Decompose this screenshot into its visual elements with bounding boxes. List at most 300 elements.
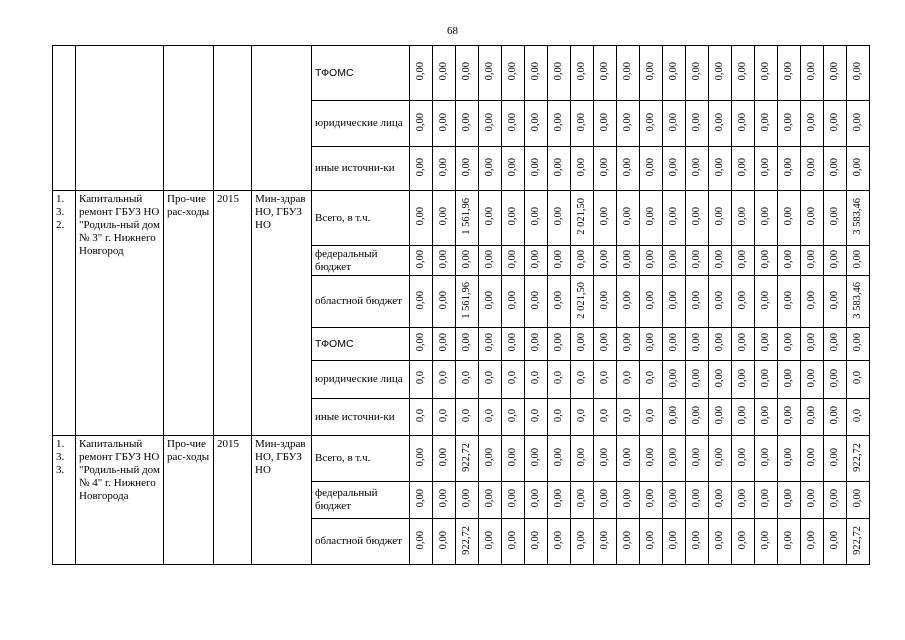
value-text: 0,00 xyxy=(507,157,518,177)
value-cell xyxy=(617,147,640,191)
value-text: 0,00 xyxy=(829,290,840,310)
value-text: 0,00 xyxy=(507,530,518,550)
value-text: 0,00 xyxy=(783,249,794,269)
value-text: 0,00 xyxy=(530,447,541,467)
value-cell xyxy=(755,399,778,436)
value-cell xyxy=(640,482,663,519)
value-cell xyxy=(801,276,824,328)
value-cell xyxy=(479,101,502,147)
value-cell xyxy=(410,276,433,328)
value-cell xyxy=(663,101,686,147)
value-cell xyxy=(502,46,525,101)
value-text: 0,00 xyxy=(645,249,656,269)
value-cell xyxy=(548,399,571,436)
value-cell xyxy=(525,46,548,101)
value-cell xyxy=(502,101,525,147)
value-text: 0,00 xyxy=(438,333,449,352)
value-cell xyxy=(847,147,870,191)
value-cell xyxy=(433,436,456,482)
value-cell xyxy=(410,147,433,191)
value-text: 0,00 xyxy=(691,157,702,177)
value-text: 0,00 xyxy=(760,207,771,226)
value-cell xyxy=(571,328,594,361)
value-text: 0,00 xyxy=(507,112,518,132)
value-cell xyxy=(502,328,525,361)
value-cell xyxy=(571,191,594,246)
value-cell xyxy=(663,399,686,436)
value-text: 0,0 xyxy=(576,371,587,385)
value-text: 0,00 xyxy=(760,368,771,388)
value-cell xyxy=(709,361,732,399)
value-text: 0,00 xyxy=(576,249,587,269)
value-text: 0,00 xyxy=(737,112,748,132)
value-cell xyxy=(525,482,548,519)
value-cell xyxy=(571,482,594,519)
funding-source-label: ТФОМС xyxy=(312,328,410,361)
value-text: 0,0 xyxy=(530,408,541,423)
value-text: 0,00 xyxy=(668,489,679,508)
value-cell xyxy=(663,46,686,101)
value-cell xyxy=(778,328,801,361)
value-text: 0,0 xyxy=(622,371,633,385)
value-text: 0,00 xyxy=(668,157,679,177)
value-text: 0,00 xyxy=(622,290,633,310)
value-cell xyxy=(778,399,801,436)
value-cell xyxy=(594,482,617,519)
value-cell xyxy=(548,147,571,191)
value-text: 0,00 xyxy=(668,333,679,352)
value-text: 0,00 xyxy=(829,406,840,425)
value-cell xyxy=(709,191,732,246)
funding-source-label: Всего, в т.ч. xyxy=(312,191,410,246)
value-cell xyxy=(548,101,571,147)
value-text: 0,00 xyxy=(530,207,541,226)
object-name-cell xyxy=(76,46,164,191)
value-text: 0,00 xyxy=(553,530,564,550)
value-cell xyxy=(778,246,801,276)
value-cell xyxy=(525,399,548,436)
value-cell xyxy=(640,246,663,276)
value-text: 0,00 xyxy=(484,207,495,226)
value-cell xyxy=(617,191,640,246)
value-cell xyxy=(479,399,502,436)
value-text: 0,0 xyxy=(645,408,656,423)
value-text: 0,00 xyxy=(783,333,794,352)
value-text: 0,00 xyxy=(668,447,679,467)
value-text: 0,00 xyxy=(760,249,771,269)
funding-source-label: Всего, в т.ч. xyxy=(312,436,410,482)
value-text: 3 583,46 xyxy=(852,198,863,235)
value-cell xyxy=(410,482,433,519)
value-cell xyxy=(479,46,502,101)
value-cell xyxy=(755,46,778,101)
value-text: 0,00 xyxy=(829,333,840,352)
value-cell xyxy=(410,101,433,147)
value-cell xyxy=(640,519,663,565)
value-text: 0,00 xyxy=(576,530,587,550)
value-text: 0,00 xyxy=(599,530,610,550)
value-cell xyxy=(571,519,594,565)
value-cell xyxy=(617,482,640,519)
value-text: 0,00 xyxy=(760,489,771,508)
value-cell xyxy=(410,328,433,361)
value-cell xyxy=(847,519,870,565)
value-text: 0,00 xyxy=(760,333,771,352)
value-cell xyxy=(433,361,456,399)
value-cell xyxy=(709,519,732,565)
value-cell xyxy=(709,147,732,191)
funding-source-label: федеральный бюджет xyxy=(312,482,410,519)
value-cell xyxy=(801,482,824,519)
value-cell xyxy=(617,246,640,276)
value-cell xyxy=(847,46,870,101)
value-text: 0,00 xyxy=(576,489,587,508)
value-text: 0,00 xyxy=(714,447,725,467)
value-cell xyxy=(824,436,847,482)
value-cell xyxy=(801,191,824,246)
value-text: 0,00 xyxy=(622,489,633,508)
value-cell xyxy=(617,46,640,101)
value-cell xyxy=(594,361,617,399)
value-text: 0,00 xyxy=(599,207,610,226)
value-text: 0,00 xyxy=(622,112,633,132)
value-text: 0,00 xyxy=(645,112,656,132)
value-cell xyxy=(456,276,479,328)
value-cell xyxy=(410,361,433,399)
year-cell: 2015 xyxy=(214,436,252,565)
value-cell xyxy=(479,328,502,361)
value-cell xyxy=(433,191,456,246)
value-cell xyxy=(824,399,847,436)
object-name-cell: Капитальный ремонт ГБУЗ НО "Родиль-ный дом № 3" г. Нижнего Новгород xyxy=(76,191,164,436)
value-cell xyxy=(778,276,801,328)
value-cell xyxy=(594,46,617,101)
value-cell xyxy=(410,191,433,246)
value-cell xyxy=(686,519,709,565)
value-cell xyxy=(410,46,433,101)
value-text: 0,00 xyxy=(622,333,633,352)
value-text: 0,00 xyxy=(553,333,564,352)
value-text: 0,00 xyxy=(599,447,610,467)
value-cell xyxy=(571,436,594,482)
value-text: 0,00 xyxy=(737,157,748,177)
value-text: 0,00 xyxy=(530,489,541,508)
value-text: 0,00 xyxy=(714,62,725,81)
value-cell xyxy=(479,482,502,519)
value-text: 0,00 xyxy=(714,333,725,352)
funding-source-label: федеральный бюджет xyxy=(312,246,410,276)
value-text: 0,00 xyxy=(829,207,840,226)
value-text: 0,00 xyxy=(760,406,771,425)
value-text: 0,00 xyxy=(576,62,587,81)
value-text: 0,00 xyxy=(783,290,794,310)
value-cell xyxy=(525,328,548,361)
value-text: 0,00 xyxy=(737,207,748,226)
value-cell xyxy=(755,191,778,246)
value-text: 0,00 xyxy=(714,406,725,425)
value-text: 0,00 xyxy=(783,62,794,81)
row-number-cell xyxy=(53,46,76,191)
value-cell xyxy=(525,276,548,328)
value-text: 0,00 xyxy=(691,447,702,467)
value-cell xyxy=(732,276,755,328)
value-cell xyxy=(456,399,479,436)
value-text: 0,00 xyxy=(691,207,702,226)
value-text: 0,00 xyxy=(668,290,679,310)
value-cell xyxy=(709,328,732,361)
value-cell xyxy=(847,361,870,399)
value-cell xyxy=(594,328,617,361)
value-text: 0,00 xyxy=(783,112,794,132)
value-text: 0,00 xyxy=(806,333,817,352)
value-text: 0,00 xyxy=(760,62,771,81)
value-cell xyxy=(663,246,686,276)
value-text: 0,00 xyxy=(852,112,863,132)
value-cell xyxy=(824,482,847,519)
value-cell xyxy=(824,147,847,191)
value-text: 0,00 xyxy=(806,112,817,132)
value-cell xyxy=(824,191,847,246)
value-cell xyxy=(824,46,847,101)
value-cell xyxy=(778,436,801,482)
value-text: 0,00 xyxy=(484,62,495,81)
value-text: 1 561,96 xyxy=(461,281,472,319)
value-text: 0,00 xyxy=(415,530,426,550)
value-text: 0,00 xyxy=(415,157,426,177)
value-cell xyxy=(686,436,709,482)
value-cell xyxy=(502,147,525,191)
value-cell xyxy=(479,519,502,565)
value-cell xyxy=(479,246,502,276)
value-text: 0,00 xyxy=(530,157,541,177)
value-cell xyxy=(433,46,456,101)
value-text: 0,00 xyxy=(829,249,840,269)
value-cell xyxy=(778,482,801,519)
value-text: 0,00 xyxy=(737,290,748,310)
value-text: 0,00 xyxy=(484,157,495,177)
value-text: 0,00 xyxy=(829,157,840,177)
row-number-cell: 1. 3. 2. xyxy=(53,191,76,436)
value-cell xyxy=(617,361,640,399)
value-text: 0,00 xyxy=(622,447,633,467)
value-cell xyxy=(663,436,686,482)
value-text: 0,00 xyxy=(668,368,679,388)
value-cell xyxy=(525,191,548,246)
value-cell xyxy=(732,101,755,147)
value-text: 0,00 xyxy=(507,290,518,310)
value-cell xyxy=(663,328,686,361)
value-text: 0,00 xyxy=(714,489,725,508)
value-cell xyxy=(594,519,617,565)
value-cell xyxy=(548,276,571,328)
value-cell xyxy=(755,436,778,482)
value-cell xyxy=(778,46,801,101)
value-text: 0,00 xyxy=(806,249,817,269)
value-text: 0,00 xyxy=(461,62,472,81)
value-cell xyxy=(594,399,617,436)
value-cell xyxy=(433,101,456,147)
value-cell xyxy=(778,147,801,191)
value-text: 0,00 xyxy=(760,290,771,310)
value-cell xyxy=(732,328,755,361)
value-text: 0,00 xyxy=(622,157,633,177)
value-cell xyxy=(778,101,801,147)
value-cell xyxy=(847,328,870,361)
value-text: 0,00 xyxy=(553,249,564,269)
value-text: 0,0 xyxy=(461,408,472,423)
value-cell xyxy=(571,399,594,436)
value-text: 2 021,50 xyxy=(576,281,587,319)
value-cell xyxy=(755,328,778,361)
value-text: 0,00 xyxy=(829,530,840,550)
value-text: 0,00 xyxy=(691,249,702,269)
value-cell xyxy=(847,191,870,246)
executor-cell: Мин-здрав НО, ГБУЗ НО xyxy=(252,191,312,436)
value-cell xyxy=(456,147,479,191)
value-text: 3 583,46 xyxy=(852,281,863,319)
value-text: 0,00 xyxy=(484,489,495,508)
value-text: 0,00 xyxy=(783,489,794,508)
value-cell xyxy=(502,191,525,246)
value-cell xyxy=(824,328,847,361)
value-text: 0,00 xyxy=(645,447,656,467)
value-text: 0,00 xyxy=(438,489,449,508)
value-text: 0,00 xyxy=(461,112,472,132)
value-cell xyxy=(686,191,709,246)
value-text: 0,00 xyxy=(829,489,840,508)
value-text: 0,00 xyxy=(553,62,564,81)
value-text: 0,00 xyxy=(599,157,610,177)
value-text: 0,0 xyxy=(852,371,863,385)
value-cell xyxy=(594,436,617,482)
value-cell xyxy=(778,361,801,399)
funding-source-label: юридические лица xyxy=(312,361,410,399)
value-text: 0,00 xyxy=(438,530,449,550)
value-text: 0,00 xyxy=(806,368,817,388)
value-text: 0,00 xyxy=(783,207,794,226)
value-text: 0,00 xyxy=(806,489,817,508)
value-text: 0,00 xyxy=(415,447,426,467)
value-text: 0,00 xyxy=(461,249,472,269)
value-text: 0,00 xyxy=(645,530,656,550)
value-cell xyxy=(801,328,824,361)
value-text: 0,00 xyxy=(530,62,541,81)
funding-source-label: юридические лица xyxy=(312,101,410,147)
value-cell xyxy=(663,191,686,246)
value-cell xyxy=(548,361,571,399)
value-text: 0,00 xyxy=(668,530,679,550)
value-cell xyxy=(502,436,525,482)
value-text: 0,00 xyxy=(484,112,495,132)
value-text: 0,00 xyxy=(553,489,564,508)
value-text: 0,00 xyxy=(438,290,449,310)
executor-cell: Мин-здрав НО, ГБУЗ НО xyxy=(252,436,312,565)
value-text: 0,00 xyxy=(760,112,771,132)
value-text: 0,00 xyxy=(438,62,449,81)
table-row xyxy=(53,436,870,482)
value-cell xyxy=(709,276,732,328)
value-text: 0,00 xyxy=(507,249,518,269)
value-cell xyxy=(617,436,640,482)
value-text: 0,00 xyxy=(461,489,472,508)
value-cell xyxy=(709,246,732,276)
row-number-cell: 1. 3. 3. xyxy=(53,436,76,565)
budget-table xyxy=(52,45,870,565)
value-text: 0,00 xyxy=(714,112,725,132)
value-cell xyxy=(456,101,479,147)
funding-source-label: иные источни-ки xyxy=(312,399,410,436)
value-cell xyxy=(571,246,594,276)
value-cell xyxy=(732,436,755,482)
value-text: 0,0 xyxy=(438,371,449,385)
value-text: 0,0 xyxy=(576,408,587,423)
value-text: 0,00 xyxy=(852,157,863,177)
funding-source-label: областной бюджет xyxy=(312,276,410,328)
value-cell xyxy=(824,246,847,276)
value-text: 0,00 xyxy=(691,406,702,425)
value-cell xyxy=(479,147,502,191)
value-text: 922,72 xyxy=(461,525,472,555)
value-cell xyxy=(456,361,479,399)
value-cell xyxy=(594,101,617,147)
value-cell xyxy=(663,147,686,191)
value-text: 0,00 xyxy=(806,406,817,425)
value-cell xyxy=(755,276,778,328)
year-cell: 2015 xyxy=(214,191,252,436)
value-cell xyxy=(847,101,870,147)
value-cell xyxy=(663,276,686,328)
value-cell xyxy=(640,436,663,482)
value-cell xyxy=(801,147,824,191)
value-cell xyxy=(433,399,456,436)
value-text: 0,00 xyxy=(599,290,610,310)
value-text: 0,00 xyxy=(438,207,449,226)
year-cell xyxy=(214,46,252,191)
value-text: 0,00 xyxy=(576,333,587,352)
value-text: 0,00 xyxy=(691,368,702,388)
value-text: 0,00 xyxy=(599,249,610,269)
value-text: 0,00 xyxy=(691,290,702,310)
value-text: 0,00 xyxy=(737,368,748,388)
value-cell xyxy=(456,482,479,519)
value-text: 0,00 xyxy=(599,62,610,81)
value-text: 0,00 xyxy=(737,447,748,467)
value-text: 0,00 xyxy=(576,447,587,467)
value-cell xyxy=(824,519,847,565)
value-cell xyxy=(456,436,479,482)
value-text: 0,00 xyxy=(714,157,725,177)
value-cell xyxy=(548,482,571,519)
value-cell xyxy=(686,147,709,191)
value-cell xyxy=(778,191,801,246)
value-text: 0,00 xyxy=(668,207,679,226)
value-text: 0,00 xyxy=(829,62,840,81)
value-cell xyxy=(801,519,824,565)
value-text: 0,00 xyxy=(438,447,449,467)
value-text: 0,00 xyxy=(668,249,679,269)
value-text: 0,00 xyxy=(783,157,794,177)
value-text: 0,00 xyxy=(691,530,702,550)
value-cell xyxy=(410,519,433,565)
value-text: 0,00 xyxy=(622,62,633,81)
value-cell xyxy=(525,101,548,147)
value-cell xyxy=(847,246,870,276)
value-cell xyxy=(755,246,778,276)
value-text: 0,00 xyxy=(507,489,518,508)
value-text: 0,00 xyxy=(783,368,794,388)
value-text: 0,00 xyxy=(622,249,633,269)
value-text: 0,00 xyxy=(553,112,564,132)
